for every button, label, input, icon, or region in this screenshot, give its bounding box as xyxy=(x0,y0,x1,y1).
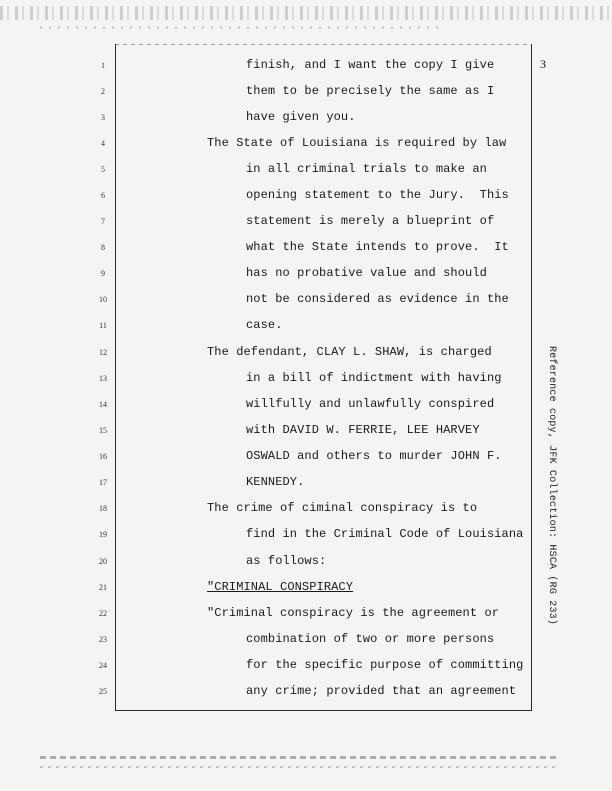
transcript-line: them to be precisely the same as I xyxy=(246,84,495,98)
page-number: 3 xyxy=(540,57,546,71)
line-number: 16 xyxy=(99,452,107,461)
line-number: 2 xyxy=(101,87,105,96)
transcript-line: statement is merely a blueprint of xyxy=(246,214,495,228)
transcript-line: find in the Criminal Code of Louisiana xyxy=(246,527,524,541)
line-number: 5 xyxy=(101,165,105,174)
transcript-line: willfully and unlawfully conspired xyxy=(246,397,495,411)
transcript-line: The defendant, CLAY L. SHAW, is charged xyxy=(207,345,492,359)
transcript-line: has no probative value and should xyxy=(246,266,487,280)
line-number: 24 xyxy=(99,661,107,670)
transcript-line: what the State intends to prove. It xyxy=(246,240,509,254)
line-number: 17 xyxy=(99,478,107,487)
scan-noise-footer-2 xyxy=(40,766,560,768)
transcript-line: in all criminal trials to make an xyxy=(246,162,487,176)
archive-reference-note: Reference copy, JFK Collection: HSCA (RG 233) xyxy=(546,346,557,626)
transcript-line: have given you. xyxy=(246,110,356,124)
transcript-line: case. xyxy=(246,318,283,332)
line-number: 12 xyxy=(99,348,107,357)
line-number: 25 xyxy=(99,687,107,696)
scan-noise-header xyxy=(40,26,440,29)
transcript-line: The State of Louisiana is required by law xyxy=(207,136,507,150)
line-number: 10 xyxy=(99,295,107,304)
transcript-line: opening statement to the Jury. This xyxy=(246,188,509,202)
line-number: 15 xyxy=(99,426,107,435)
line-number: 20 xyxy=(99,557,107,566)
line-number: 22 xyxy=(99,609,107,618)
transcript-line: as follows: xyxy=(246,554,327,568)
transcript-line: KENNEDY. xyxy=(246,475,305,489)
scan-noise-top xyxy=(0,6,612,20)
transcript-line: combination of two or more persons xyxy=(246,632,495,646)
transcript-line: in a bill of indictment with having xyxy=(246,371,502,385)
transcript-line: "Criminal conspiracy is the agreement or xyxy=(207,606,500,620)
scan-noise-footer xyxy=(40,756,560,759)
line-number: 19 xyxy=(99,530,107,539)
line-number: 9 xyxy=(101,269,105,278)
line-number: 13 xyxy=(99,374,107,383)
line-number: 3 xyxy=(101,113,105,122)
transcript-line: not be considered as evidence in the xyxy=(246,292,509,306)
line-number: 14 xyxy=(99,400,107,409)
line-number: 8 xyxy=(101,243,105,252)
transcript-line: finish, and I want the copy I give xyxy=(246,58,495,72)
transcript-line: any crime; provided that an agreement xyxy=(246,684,517,698)
transcript-line: for the specific purpose of committing xyxy=(246,658,524,672)
line-number: 1 xyxy=(101,61,105,70)
line-number: 11 xyxy=(99,321,107,330)
transcript-line: OSWALD and others to murder JOHN F. xyxy=(246,449,502,463)
line-number: 4 xyxy=(101,139,105,148)
line-number: 7 xyxy=(101,217,105,226)
line-number: 23 xyxy=(99,635,107,644)
section-heading-criminal-conspiracy: "CRIMINAL CONSPIRACY xyxy=(207,580,354,594)
transcript-line: with DAVID W. FERRIE, LEE HARVEY xyxy=(246,423,480,437)
line-number: 6 xyxy=(101,191,105,200)
transcript-line: The crime of ciminal conspiracy is to xyxy=(207,501,478,515)
line-number: 18 xyxy=(99,504,107,513)
line-number: 21 xyxy=(99,583,107,592)
